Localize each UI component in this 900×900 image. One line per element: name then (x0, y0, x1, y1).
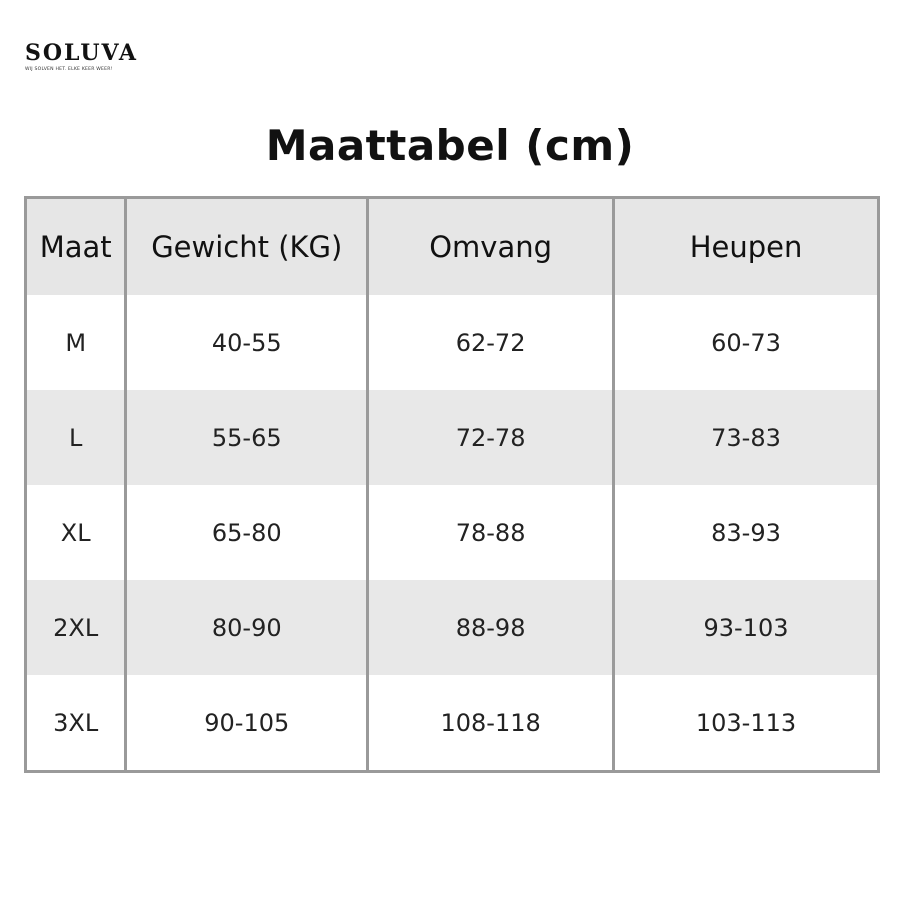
table-row (26, 675, 879, 772)
header-omvang: Omvang (368, 198, 614, 296)
cell-gewicht: 55-65 (126, 390, 368, 485)
brand-logo (25, 42, 157, 72)
cell-heupen: 83-93 (614, 485, 879, 580)
cell-omvang: 88-98 (368, 580, 614, 675)
table-row (26, 485, 879, 580)
cell-maat: 3XL (26, 675, 126, 772)
table-row (26, 390, 879, 485)
cell-maat: L (26, 390, 126, 485)
table-row (26, 580, 879, 675)
header-maat: Maat (26, 198, 126, 296)
header-gewicht: Gewicht (KG) (126, 198, 368, 296)
cell-maat: 2XL (26, 580, 126, 675)
page-title: Maattabel (cm) (265, 121, 635, 170)
cell-maat: XL (26, 485, 126, 580)
cell-omvang: 108-118 (368, 675, 614, 772)
cell-heupen: 93-103 (614, 580, 879, 675)
table-row (26, 295, 879, 390)
brand-name: SOLUVA (25, 40, 138, 66)
size-chart-table (24, 196, 880, 773)
header-heupen: Heupen (614, 198, 879, 296)
cell-maat: M (26, 295, 126, 390)
brand-tagline: WIJ SOLVEN HET. ELKE KEER WEER! (25, 67, 113, 72)
table-header-row (26, 198, 879, 296)
cell-gewicht: 80-90 (126, 580, 368, 675)
cell-omvang: 78-88 (368, 485, 614, 580)
cell-gewicht: 65-80 (126, 485, 368, 580)
cell-heupen: 60-73 (614, 295, 879, 390)
cell-heupen: 103-113 (614, 675, 879, 772)
cell-omvang: 72-78 (368, 390, 614, 485)
cell-heupen: 73-83 (614, 390, 879, 485)
cell-gewicht: 40-55 (126, 295, 368, 390)
cell-omvang: 62-72 (368, 295, 614, 390)
cell-gewicht: 90-105 (126, 675, 368, 772)
